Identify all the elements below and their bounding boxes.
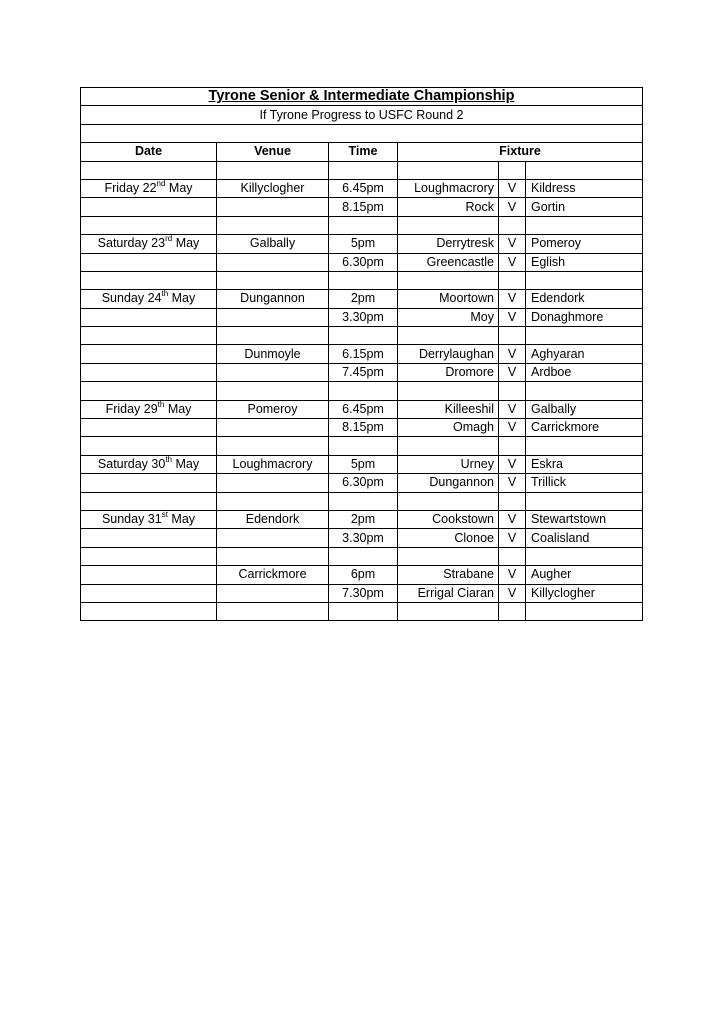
home-team-cell: Derrylaughan — [398, 345, 499, 363]
date-cell — [81, 400, 217, 418]
date-ordinal: nd — [156, 179, 166, 188]
away-team-cell: Aghyaran — [526, 345, 643, 363]
home-team-cell: Omagh — [398, 419, 499, 437]
date-cell — [81, 179, 217, 197]
home-team-cell: Dromore — [398, 363, 499, 381]
away-team-cell: Kildress — [526, 179, 643, 197]
away-team-cell: Donaghmore — [526, 308, 643, 326]
fixtures-table — [80, 87, 643, 621]
venue-cell: Galbally — [217, 235, 329, 253]
venue-cell — [217, 584, 329, 602]
date-cell — [81, 253, 217, 271]
header-date: Date — [81, 143, 217, 161]
date-month: May — [167, 512, 196, 527]
home-team-cell: Moy — [398, 308, 499, 326]
venue-cell — [217, 198, 329, 216]
versus-cell: V — [499, 308, 526, 326]
time-cell: 5pm — [329, 455, 398, 473]
date-cell — [81, 345, 217, 363]
versus-cell: V — [499, 455, 526, 473]
date-cell — [81, 308, 217, 326]
away-team-cell: Augher — [526, 566, 643, 584]
versus-cell: V — [499, 290, 526, 308]
time-cell: 6.30pm — [329, 474, 398, 492]
home-team-cell: Loughmacrory — [398, 179, 499, 197]
date-cell — [81, 419, 217, 437]
venue-cell: Carrickmore — [217, 566, 329, 584]
time-cell: 8.15pm — [329, 419, 398, 437]
date-month: May — [168, 291, 196, 306]
home-team-cell: Clonoe — [398, 529, 499, 547]
table-row — [81, 400, 643, 418]
table-row — [81, 419, 643, 437]
title-row — [81, 88, 643, 106]
date-month: May — [172, 236, 200, 251]
home-team-cell: Cookstown — [398, 510, 499, 528]
date-ordinal: th — [157, 400, 165, 409]
table-row — [81, 529, 643, 547]
away-team-cell: Trillick — [526, 474, 643, 492]
table-row — [81, 253, 643, 271]
page-subtitle: If Tyrone Progress to USFC Round 2 — [81, 106, 643, 124]
time-cell: 2pm — [329, 510, 398, 528]
venue-cell — [217, 253, 329, 271]
versus-cell: V — [499, 529, 526, 547]
venue-cell — [217, 363, 329, 381]
table-row — [81, 179, 643, 197]
table-row — [81, 584, 643, 602]
time-cell: 5pm — [329, 235, 398, 253]
blank-row — [81, 492, 643, 510]
home-team-cell: Strabane — [398, 566, 499, 584]
versus-cell: V — [499, 566, 526, 584]
versus-cell: V — [499, 400, 526, 418]
home-team-cell: Rock — [398, 198, 499, 216]
table-row — [81, 363, 643, 381]
time-cell: 6.30pm — [329, 253, 398, 271]
date-cell — [81, 529, 217, 547]
date-day: Sunday 31 — [101, 512, 162, 527]
time-cell: 6pm — [329, 566, 398, 584]
date-month: May — [172, 457, 200, 471]
time-cell: 6.15pm — [329, 345, 398, 363]
time-cell: 2pm — [329, 290, 398, 308]
time-cell: 3.30pm — [329, 529, 398, 547]
away-team-cell: Gortin — [526, 198, 643, 216]
home-team-cell: Dungannon — [398, 474, 499, 492]
date-cell — [81, 363, 217, 381]
away-team-cell: Stewartstown — [526, 510, 643, 528]
versus-cell: V — [499, 198, 526, 216]
away-team-cell: Pomeroy — [526, 235, 643, 253]
date-day: Friday 22 — [104, 181, 157, 196]
header-fixture: Fixture — [398, 143, 643, 161]
blank-row — [81, 437, 643, 455]
header-venue: Venue — [217, 143, 329, 161]
date-ordinal: th — [161, 289, 169, 299]
versus-cell: V — [499, 474, 526, 492]
versus-cell: V — [499, 179, 526, 197]
venue-cell: Loughmacrory — [217, 455, 329, 473]
away-team-cell: Galbally — [526, 400, 643, 418]
date-ordinal: st — [161, 510, 168, 520]
date-day: Friday 29 — [105, 401, 158, 416]
time-cell: 6.45pm — [329, 400, 398, 418]
header-row — [81, 143, 643, 161]
subtitle-row — [81, 106, 643, 124]
time-cell: 8.15pm — [329, 198, 398, 216]
table-row — [81, 566, 643, 584]
versus-cell: V — [499, 510, 526, 528]
away-team-cell: Eglish — [526, 253, 643, 271]
away-team-cell: Killyclogher — [526, 584, 643, 602]
blank-row — [81, 271, 643, 289]
date-cell — [81, 290, 217, 308]
date-cell — [81, 474, 217, 492]
date-cell — [81, 566, 217, 584]
date-day: Sunday 24 — [101, 291, 162, 306]
date-cell — [81, 198, 217, 216]
blank-row — [81, 382, 643, 400]
spacer-row — [81, 124, 643, 142]
versus-cell: V — [499, 345, 526, 363]
date-cell — [81, 510, 217, 528]
date-ordinal: th — [165, 455, 172, 464]
date-month: May — [164, 401, 192, 416]
header-time: Time — [329, 143, 398, 161]
table-row — [81, 198, 643, 216]
venue-cell: Dunmoyle — [217, 345, 329, 363]
table-row — [81, 345, 643, 363]
venue-cell — [217, 308, 329, 326]
venue-cell: Dungannon — [217, 290, 329, 308]
venue-cell — [217, 529, 329, 547]
table-row — [81, 510, 643, 528]
versus-cell: V — [499, 235, 526, 253]
blank-row — [81, 602, 643, 620]
blank-row — [81, 216, 643, 234]
date-cell — [81, 584, 217, 602]
table-row — [81, 290, 643, 308]
home-team-cell: Urney — [398, 455, 499, 473]
away-team-cell: Carrickmore — [526, 419, 643, 437]
blank-row — [81, 161, 643, 179]
home-team-cell: Errigal Ciaran — [398, 584, 499, 602]
page-title: Tyrone Senior & Intermediate Championship — [81, 88, 643, 106]
venue-cell: Pomeroy — [217, 400, 329, 418]
away-team-cell: Ardboe — [526, 363, 643, 381]
date-cell — [81, 235, 217, 253]
venue-cell — [217, 474, 329, 492]
home-team-cell: Greencastle — [398, 253, 499, 271]
date-month: May — [165, 181, 193, 196]
home-team-cell: Derrytresk — [398, 235, 499, 253]
table-row — [81, 235, 643, 253]
venue-cell — [217, 419, 329, 437]
time-cell: 3.30pm — [329, 308, 398, 326]
table-row — [81, 455, 643, 473]
date-day: Saturday 23 — [97, 236, 166, 251]
time-cell: 6.45pm — [329, 179, 398, 197]
blank-row — [81, 547, 643, 565]
blank-row — [81, 327, 643, 345]
versus-cell: V — [499, 584, 526, 602]
home-team-cell: Killeeshil — [398, 400, 499, 418]
home-team-cell: Moortown — [398, 290, 499, 308]
versus-cell: V — [499, 419, 526, 437]
time-cell: 7.30pm — [329, 584, 398, 602]
date-day: Saturday 30 — [97, 457, 166, 471]
date-cell — [81, 455, 217, 473]
versus-cell: V — [499, 363, 526, 381]
versus-cell: V — [499, 253, 526, 271]
venue-cell: Killyclogher — [217, 179, 329, 197]
table-row — [81, 308, 643, 326]
venue-cell: Edendork — [217, 510, 329, 528]
time-cell: 7.45pm — [329, 363, 398, 381]
away-team-cell: Edendork — [526, 290, 643, 308]
away-team-cell: Coalisland — [526, 529, 643, 547]
date-ordinal: rd — [165, 234, 173, 244]
away-team-cell: Eskra — [526, 455, 643, 473]
table-row — [81, 474, 643, 492]
